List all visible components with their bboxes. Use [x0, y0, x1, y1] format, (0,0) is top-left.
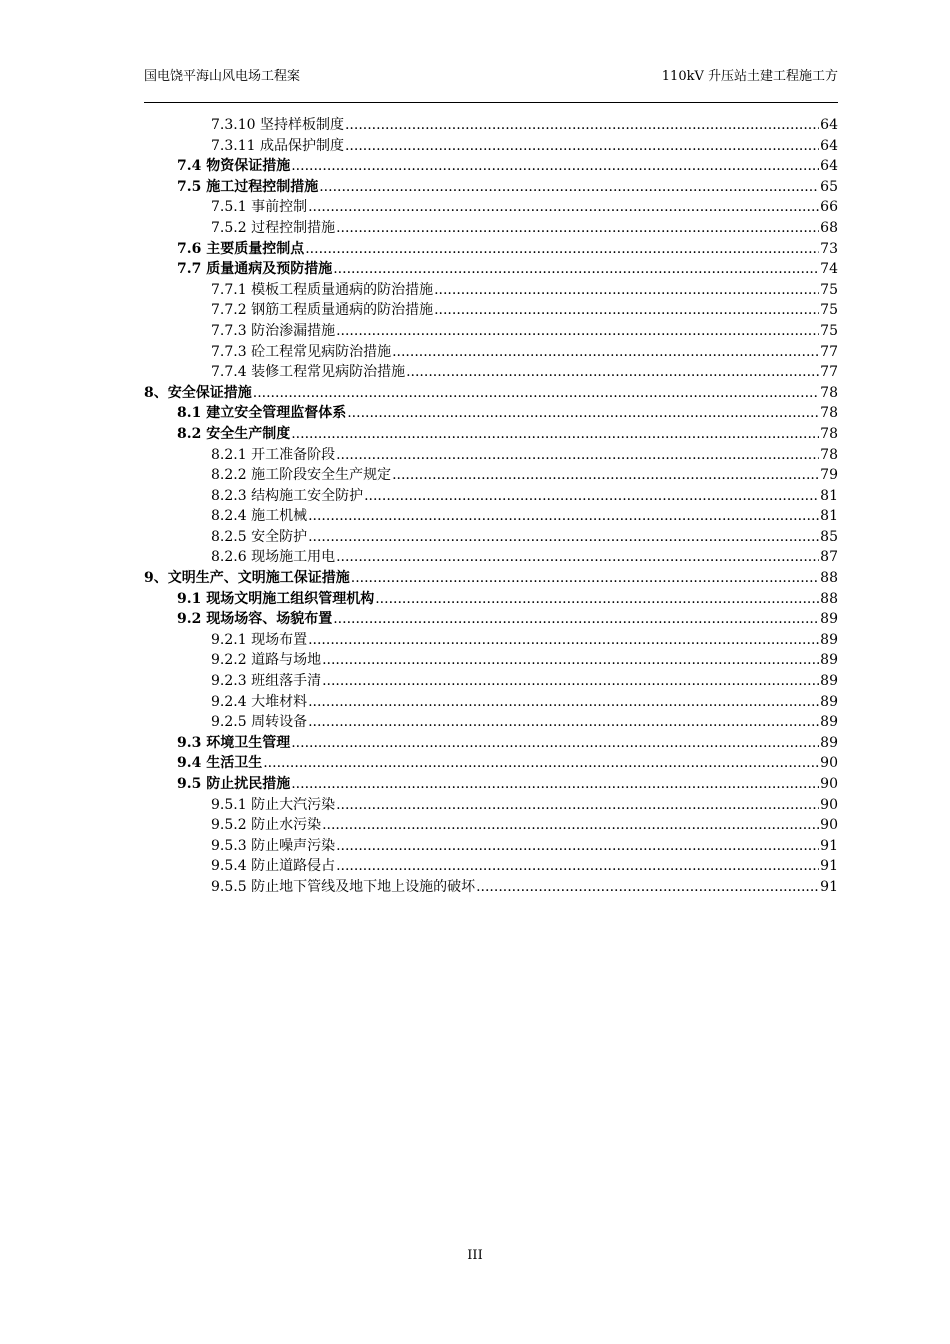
- toc-entry-title: 8.2.6 现场施工用电: [211, 549, 336, 566]
- toc-entry[interactable]: [144, 403, 838, 424]
- toc-entry-page: 79: [820, 467, 838, 484]
- toc-dot-leader: [347, 403, 819, 424]
- toc-entry-title: 7.3.10 坚持样板制度: [211, 117, 344, 133]
- header-document-title: 110kV 升压站土建工程施工方: [661, 69, 838, 84]
- toc-dot-leader: [434, 300, 819, 321]
- toc-entry-page: 77: [820, 364, 838, 381]
- toc-entry-page: 78: [820, 405, 838, 422]
- toc-entry-title: 9.5.2 防止水污染: [211, 817, 322, 834]
- toc-dot-leader: [336, 836, 819, 857]
- toc-dot-leader: [253, 383, 819, 404]
- toc-entry-page: 90: [820, 796, 838, 813]
- toc-entry[interactable]: [144, 321, 838, 342]
- toc-entry-page: 85: [820, 528, 838, 545]
- toc-entry[interactable]: [144, 300, 838, 321]
- toc-dot-leader: [305, 239, 819, 260]
- toc-entry[interactable]: [144, 630, 838, 651]
- toc-entry-page: 89: [820, 652, 838, 669]
- toc-dot-leader: [364, 486, 819, 507]
- toc-entry-title: 9.5.4 防止道路侵占: [211, 858, 336, 875]
- toc-dot-leader: [345, 115, 819, 136]
- toc-entry-title: 9、文明生产、文明施工保证措施: [144, 570, 350, 587]
- toc-entry-title: 8.2 安全生产制度: [177, 425, 291, 442]
- toc-entry-page: 78: [820, 425, 838, 442]
- toc-entry-page: 90: [820, 755, 838, 772]
- toc-entry-title: 9.5.5 防止地下管线及地下地上设施的破坏: [211, 878, 476, 895]
- toc-entry-title: 7.7.3 砼工程常见病防治措施: [211, 343, 392, 360]
- toc-entry[interactable]: [144, 280, 838, 301]
- toc-dot-leader: [345, 136, 819, 157]
- toc-dot-leader: [392, 342, 819, 363]
- toc-entry[interactable]: [144, 568, 838, 589]
- toc-dot-leader: [263, 753, 819, 774]
- toc-dot-leader: [308, 197, 819, 218]
- toc-entry[interactable]: [144, 609, 838, 630]
- toc-entry-page: 89: [820, 714, 838, 731]
- toc-dot-leader: [308, 506, 819, 527]
- toc-entry[interactable]: [144, 712, 838, 733]
- toc-entry-title: 7.4 物资保证措施: [177, 158, 291, 175]
- toc-entry-page: 89: [820, 631, 838, 648]
- toc-entry-page: 89: [820, 734, 838, 751]
- toc-dot-leader: [333, 609, 819, 630]
- toc-entry-title: 7.7.2 钢筋工程质量通病的防治措施: [211, 302, 434, 319]
- toc-entry-title: 7.7.1 模板工程质量通病的防治措施: [211, 281, 434, 298]
- toc-entry[interactable]: [144, 156, 838, 177]
- toc-entry-title: 9.4 生活卫生: [177, 755, 263, 772]
- toc-entry-page: 64: [820, 117, 838, 133]
- toc-dot-leader: [336, 856, 819, 877]
- toc-entry[interactable]: [144, 753, 838, 774]
- toc-dot-leader: [322, 815, 819, 836]
- toc-entry[interactable]: [144, 733, 838, 754]
- toc-dot-leader: [291, 733, 819, 754]
- toc-entry-page: 77: [820, 343, 838, 360]
- toc-entry[interactable]: [144, 136, 838, 157]
- toc-dot-leader: [291, 424, 819, 445]
- toc-dot-leader: [375, 589, 819, 610]
- toc-entry[interactable]: [144, 177, 838, 198]
- toc-entry-title: 8.2.4 施工机械: [211, 508, 308, 525]
- toc-entry[interactable]: [144, 671, 838, 692]
- toc-entry-title: 9.2.4 大堆材料: [211, 693, 308, 710]
- toc-entry-page: 75: [820, 302, 838, 319]
- toc-dot-leader: [291, 774, 819, 795]
- toc-entry-title: 7.7 质量通病及预防措施: [177, 261, 333, 278]
- toc-dot-leader: [336, 795, 819, 816]
- toc-dot-leader: [322, 650, 819, 671]
- toc-entry-title: 9.5 防止扰民措施: [177, 776, 291, 792]
- toc-dot-leader: [336, 321, 819, 342]
- toc-entry-title: 9.2.2 道路与场地: [211, 652, 322, 669]
- toc-entry-title: 7.5.1 事前控制: [211, 199, 308, 216]
- toc-entry-title: 7.5.2 过程控制措施: [211, 219, 336, 236]
- toc-entry-page: 89: [820, 673, 838, 690]
- toc-dot-leader: [406, 362, 819, 383]
- toc-entry-page: 75: [820, 281, 838, 298]
- toc-entry-page: 75: [820, 322, 838, 339]
- toc-entry[interactable]: [144, 239, 838, 260]
- toc-entry-page: 64: [820, 158, 838, 175]
- toc-dot-leader: [291, 156, 819, 177]
- toc-dot-leader: [336, 218, 819, 239]
- toc-entry-page: 81: [820, 487, 838, 504]
- toc-entry-page: 64: [820, 137, 838, 154]
- toc-entry-title: 9.1 现场文明施工组织管理机构: [177, 590, 375, 607]
- toc-entry[interactable]: [144, 445, 838, 466]
- toc-dot-leader: [476, 877, 819, 898]
- toc-entry-page: 88: [820, 570, 838, 587]
- toc-dot-leader: [392, 465, 819, 486]
- toc-entry-page: 91: [820, 858, 838, 875]
- toc-entry-page: 78: [820, 446, 838, 463]
- toc-entry-title: 7.7.4 装修工程常见病防治措施: [211, 364, 406, 381]
- toc-entry-title: 9.3 环境卫生管理: [177, 734, 291, 751]
- toc-entry[interactable]: [144, 218, 838, 239]
- toc-dot-leader: [434, 280, 819, 301]
- toc-entry[interactable]: [144, 815, 838, 836]
- toc-dot-leader: [319, 177, 819, 198]
- toc-entry-title: 9.2 现场场容、场貌布置: [177, 611, 333, 628]
- toc-dot-leader: [308, 692, 819, 713]
- toc-entry-title: 8.1 建立安全管理监督体系: [177, 405, 347, 422]
- toc-entry-title: 8.2.3 结构施工安全防护: [211, 487, 364, 504]
- toc-entry[interactable]: [144, 547, 838, 568]
- toc-entry-page: 73: [820, 240, 838, 257]
- toc-entry-title: 8.2.1 开工准备阶段: [211, 446, 336, 463]
- toc-entry[interactable]: [144, 197, 838, 218]
- header-project-name: 国电饶平海山风电场工程案: [144, 69, 301, 84]
- toc-entry-page: 65: [820, 178, 838, 195]
- toc-entry-title: 7.3.11 成品保护制度: [211, 137, 344, 154]
- toc-entry-title: 9.5.1 防止大汽污染: [211, 796, 336, 813]
- toc-dot-leader: [322, 671, 819, 692]
- toc-entry[interactable]: [144, 506, 838, 527]
- toc-entry[interactable]: [144, 424, 838, 445]
- toc-entry-title: 7.6 主要质量控制点: [177, 240, 305, 257]
- toc-entry[interactable]: [144, 589, 838, 610]
- toc-dot-leader: [336, 547, 819, 568]
- toc-dot-leader: [333, 259, 819, 280]
- toc-entry-title: 9.2.5 周转设备: [211, 714, 308, 731]
- toc-entry[interactable]: [144, 465, 838, 486]
- toc-entry-title: 7.7.3 防治渗漏措施: [211, 322, 336, 339]
- toc-entry-title: 7.5 施工过程控制措施: [177, 178, 319, 195]
- toc-entry-page: 87: [820, 549, 838, 566]
- toc-entry-title: 9.5.3 防止噪声污染: [211, 837, 336, 854]
- toc-entry-page: 78: [820, 384, 838, 401]
- toc-entry[interactable]: [144, 115, 838, 136]
- toc-entry-page: 90: [820, 776, 838, 792]
- toc-entry[interactable]: [144, 342, 838, 363]
- toc-dot-leader: [308, 712, 819, 733]
- toc-entry[interactable]: [144, 259, 838, 280]
- page-number: III: [467, 1248, 483, 1263]
- toc-entry-page: 90: [820, 817, 838, 834]
- toc-entry-page: 89: [820, 693, 838, 710]
- toc-entry-title: 9.2.3 班组落手清: [211, 673, 322, 690]
- toc-entry-page: 91: [820, 837, 838, 854]
- toc-entry-title: 8、安全保证措施: [144, 384, 252, 401]
- toc-entry-title: 9.2.1 现场布置: [211, 631, 308, 648]
- toc-entry-title: 8.2.5 安全防护: [211, 528, 308, 545]
- toc-entry[interactable]: [144, 650, 838, 671]
- toc-entry-page: 81: [820, 508, 838, 525]
- table-of-contents: [144, 115, 838, 898]
- toc-entry[interactable]: [144, 836, 838, 857]
- toc-entry[interactable]: [144, 362, 838, 383]
- toc-entry-page: 66: [820, 199, 838, 216]
- toc-entry-page: 68: [820, 219, 838, 236]
- toc-dot-leader: [308, 527, 819, 548]
- toc-dot-leader: [308, 630, 819, 651]
- page-header: [144, 66, 838, 103]
- toc-entry[interactable]: [144, 877, 838, 898]
- toc-entry-page: 88: [820, 590, 838, 607]
- toc-dot-leader: [336, 445, 819, 466]
- toc-entry-page: 74: [820, 261, 838, 278]
- toc-entry[interactable]: [144, 856, 838, 877]
- toc-entry[interactable]: [144, 795, 838, 816]
- toc-entry[interactable]: [144, 383, 838, 404]
- toc-dot-leader: [351, 568, 819, 589]
- toc-entry-page: 91: [820, 878, 838, 895]
- toc-entry[interactable]: [144, 527, 838, 548]
- toc-entry[interactable]: [144, 692, 838, 713]
- toc-entry-title: 8.2.2 施工阶段安全生产规定: [211, 467, 392, 484]
- toc-entry[interactable]: [144, 486, 838, 507]
- toc-entry[interactable]: [144, 774, 838, 795]
- toc-entry-page: 89: [820, 611, 838, 628]
